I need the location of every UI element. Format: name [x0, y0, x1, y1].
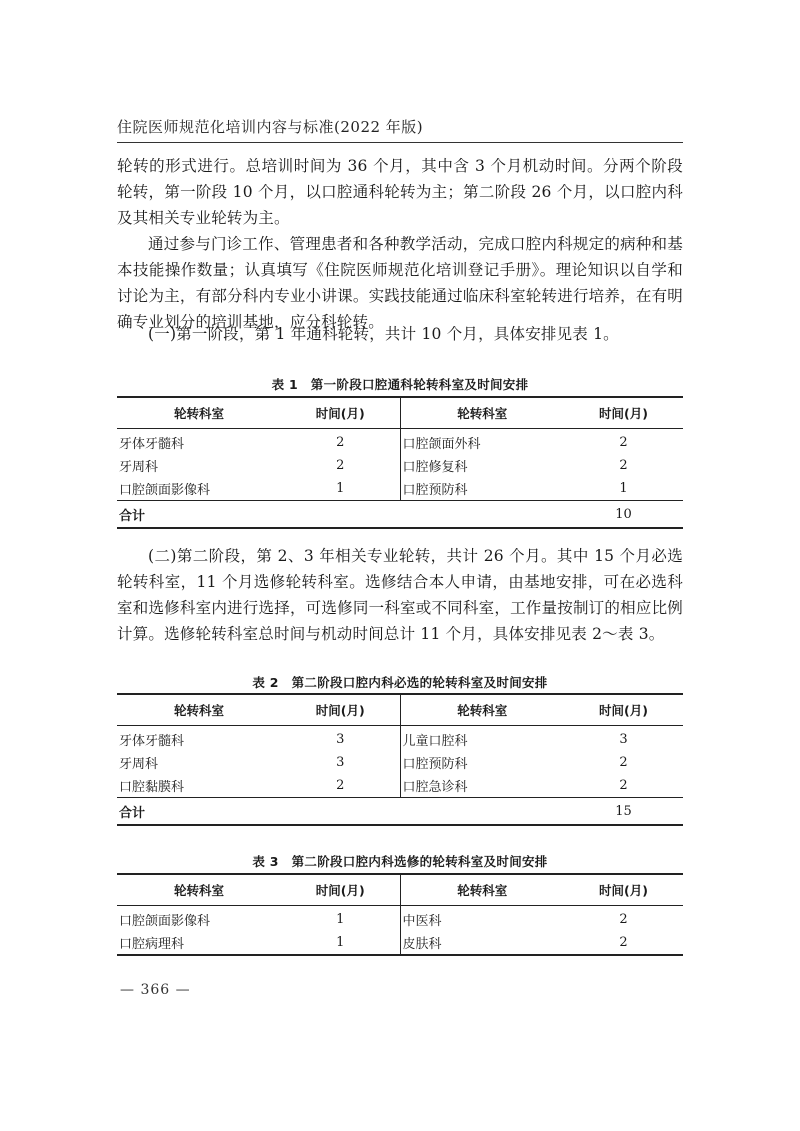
department-cell: 口腔预防科	[400, 477, 564, 501]
duration-cell: 2	[336, 458, 345, 473]
table-row	[117, 906, 683, 932]
duration-cell: 1	[619, 481, 628, 496]
department-cell: 口腔黏膜科	[119, 780, 185, 795]
column-header-department: 轮转科室	[400, 397, 564, 429]
department-cell: 口腔颌面影像科	[119, 914, 211, 929]
column-header-department: 轮转科室	[117, 874, 281, 906]
duration-cell: 1	[336, 912, 345, 927]
table-1-title: 表 1 第一阶段口腔通科轮转科室及时间安排	[271, 377, 529, 392]
column-header-duration: 时间(月)	[564, 874, 683, 906]
total-value: 15	[564, 798, 683, 826]
paragraph-rotation-form: 轮转的形式进行。总培训时间为 36 个月，其中含 3 个月机动时间。分两个阶段轮转，第一阶段 10 个月，以口腔通科轮转为主；第二阶段 26 个月，以口腔内科及其相关专业轮转为主。	[117, 157, 683, 227]
table-header-row	[117, 397, 683, 429]
column-header-duration: 时间(月)	[281, 694, 400, 726]
duration-cell: 2	[619, 778, 628, 793]
department-cell: 口腔病理科	[119, 937, 185, 952]
page-number: — 366 —	[120, 982, 191, 998]
table-row	[117, 429, 683, 455]
table-1	[117, 396, 683, 529]
duration-cell: 1	[336, 481, 345, 496]
duration-cell: 3	[336, 732, 345, 747]
department-cell: 中医科	[400, 906, 564, 932]
total-label: 合计	[117, 501, 564, 529]
department-cell: 口腔颌面影像科	[119, 483, 211, 498]
paragraph-stage-one: (一)第一阶段，第 1 年通科轮转，共计 10 个月，具体安排见表 1。	[148, 325, 619, 343]
paragraph-stage-two: (二)第二阶段，第 2、3 年相关专业轮转，共计 26 个月。其中 15 个月必选轮转科室，11 个月选修轮转科室。选修结合本人申请，由基地安排，可在必选科室和选修科室内进行选择，可选修同一科室或不同科室，工作量按制订的相应比例计算。选修轮转科室总时间与机动时间总计 11 个月，具体安排见表 2～表 3。	[117, 547, 683, 643]
table-total-row	[117, 798, 683, 826]
duration-cell: 2	[619, 458, 628, 473]
table-2	[117, 693, 683, 826]
duration-cell: 2	[619, 755, 628, 770]
column-header-duration: 时间(月)	[281, 874, 400, 906]
table-row	[117, 726, 683, 752]
department-cell: 牙体牙髓科	[119, 437, 185, 452]
column-header-duration: 时间(月)	[281, 397, 400, 429]
table-row	[117, 774, 683, 798]
department-cell: 儿童口腔科	[400, 726, 564, 752]
table-2-title: 表 2 第二阶段口腔内科必选的轮转科室及时间安排	[252, 675, 548, 690]
column-header-department: 轮转科室	[400, 694, 564, 726]
column-header-department: 轮转科室	[400, 874, 564, 906]
department-cell: 口腔急诊科	[400, 774, 564, 798]
duration-cell: 2	[619, 912, 628, 927]
column-header-department: 轮转科室	[117, 694, 281, 726]
table-row	[117, 751, 683, 774]
table-3	[117, 873, 683, 956]
department-cell: 口腔修复科	[400, 454, 564, 477]
table-row	[117, 454, 683, 477]
duration-cell: 2	[619, 435, 628, 450]
duration-cell: 3	[336, 755, 345, 770]
running-header: 住院医师规范化培训内容与标准(2022 年版)	[117, 118, 424, 136]
duration-cell: 2	[336, 435, 345, 450]
total-label: 合计	[117, 798, 564, 826]
department-cell: 牙体牙髓科	[119, 734, 185, 749]
column-header-duration: 时间(月)	[564, 694, 683, 726]
total-value: 10	[564, 501, 683, 529]
duration-cell: 2	[336, 778, 345, 793]
table-row	[117, 931, 683, 955]
header-divider	[117, 142, 683, 143]
department-cell: 牙周科	[119, 757, 159, 772]
department-cell: 皮肤科	[400, 931, 564, 955]
table-header-row	[117, 694, 683, 726]
duration-cell: 2	[619, 935, 628, 950]
table-header-row	[117, 874, 683, 906]
column-header-duration: 时间(月)	[564, 397, 683, 429]
duration-cell: 3	[619, 732, 628, 747]
department-cell: 牙周科	[119, 460, 159, 475]
table-row	[117, 477, 683, 501]
table-3-title: 表 3 第二阶段口腔内科选修的轮转科室及时间安排	[252, 854, 548, 869]
department-cell: 口腔颌面外科	[400, 429, 564, 455]
department-cell: 口腔预防科	[400, 751, 564, 774]
paragraph-training-methods: 通过参与门诊工作、管理患者和各种教学活动，完成口腔内科规定的病种和基本技能操作数量；认真填写《住院医师规范化培训登记手册》。理论知识以自学和讨论为主，有部分科内专业小讲课。实践技能通过临床科室轮转进行培养，在有明确专业划分的培训基地，应分科轮转。	[117, 235, 683, 331]
column-header-department: 轮转科室	[117, 397, 281, 429]
table-total-row	[117, 501, 683, 529]
duration-cell: 1	[336, 935, 345, 950]
